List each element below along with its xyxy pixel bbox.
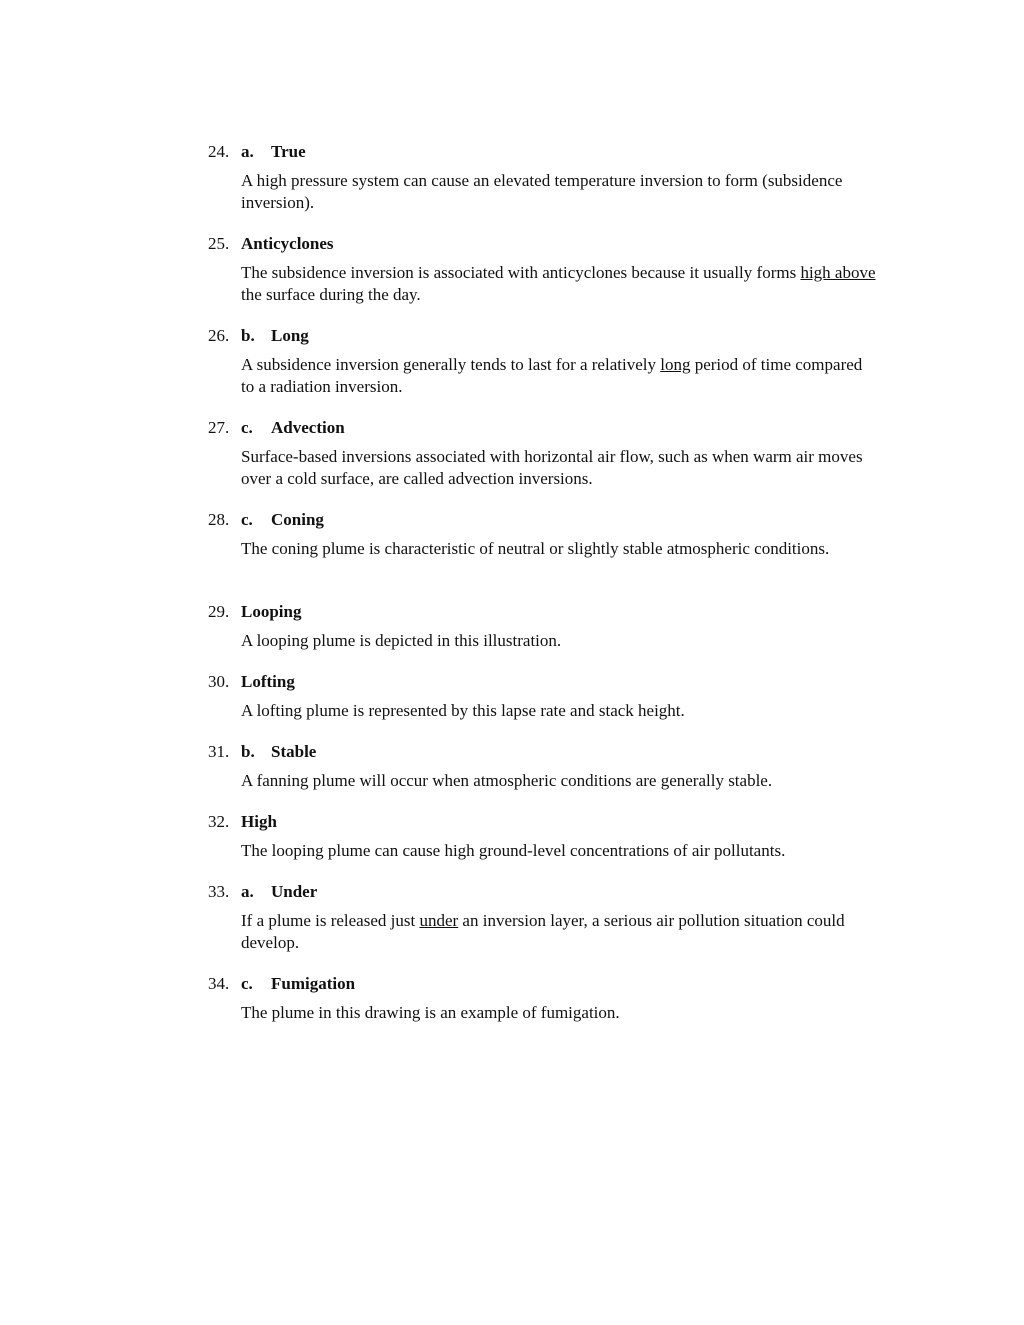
answer-item: [208, 881, 888, 954]
choice-letter: c.: [241, 974, 253, 993]
explanation-text: period of time compared to a radiation inversion.: [241, 355, 863, 396]
question-number: 24.: [208, 142, 230, 161]
answer-item: [208, 141, 888, 214]
question-number: 30.: [208, 672, 230, 691]
answer-item: [208, 509, 888, 560]
explanation-text: The plume in this drawing is an example of fumigation.: [241, 1003, 620, 1022]
answer-heading: [208, 741, 888, 763]
explanation-text: The looping plume can cause high ground-level concentrations of air pollutants.: [241, 841, 786, 860]
explanation-text: A fanning plume will occur when atmospheric conditions are generally stable.: [241, 771, 773, 790]
emphasized-text: high above: [800, 263, 876, 282]
choice-letter: a.: [241, 142, 254, 161]
explanation-text: the surface during the day.: [241, 285, 421, 304]
answer-heading: [208, 325, 888, 347]
answer-explanation: [241, 700, 876, 722]
answer-explanation: [241, 354, 876, 398]
explanation-text: A looping plume is depicted in this illustration.: [241, 631, 562, 650]
question-number: 34.: [208, 974, 230, 993]
explanation-text: A lofting plume is represented by this lapse rate and stack height.: [241, 701, 685, 720]
choice-letter: b.: [241, 326, 255, 345]
answer-explanation: [241, 538, 876, 560]
choice-letter: c.: [241, 418, 253, 437]
explanation-text: The subsidence inversion is associated with anticyclones because it usually forms: [241, 263, 801, 282]
answer-term: Looping: [241, 602, 302, 621]
question-number: 32.: [208, 812, 230, 831]
answer-item: [208, 417, 888, 490]
choice-letter: a.: [241, 882, 254, 901]
choice-letter: c.: [241, 510, 253, 529]
answer-item: [208, 973, 888, 1024]
explanation-text: A high pressure system can cause an elevated temperature inversion to form (subsidence inversion).: [241, 171, 843, 212]
question-number: 29.: [208, 602, 230, 621]
answer-term: Stable: [271, 742, 317, 761]
question-number: 33.: [208, 882, 230, 901]
question-number: 28.: [208, 510, 230, 529]
answer-explanation: [241, 910, 876, 954]
answer-item: [208, 325, 888, 398]
answer-heading: [208, 881, 888, 903]
explanation-text: A subsidence inversion generally tends to last for a relatively: [241, 355, 661, 374]
question-number: 25.: [208, 234, 230, 253]
question-number: 31.: [208, 742, 230, 761]
answer-heading: [208, 973, 888, 995]
choice-letter: b.: [241, 742, 255, 761]
answer-term: Fumigation: [271, 974, 356, 993]
answer-heading: [208, 417, 888, 439]
answer-term: Anticyclones: [241, 234, 334, 253]
emphasized-text: long: [660, 355, 691, 374]
answer-heading: [208, 811, 888, 833]
answer-item: [208, 811, 888, 862]
question-number: 26.: [208, 326, 230, 345]
explanation-text: an inversion layer, a serious air pollution situation could develop.: [241, 911, 845, 952]
explanation-text: If a plume is released just: [241, 911, 420, 930]
answer-term: Long: [271, 326, 309, 345]
answer-term: Advection: [271, 418, 345, 437]
question-number: 27.: [208, 418, 230, 437]
explanation-text: Surface-based inversions associated with horizontal air flow, such as when warm air moves over a cold surface, are called advection inversions.: [241, 447, 863, 488]
answer-heading: [208, 141, 888, 163]
answer-explanation: [241, 262, 876, 306]
explanation-text: The coning plume is characteristic of neutral or slightly stable atmospheric conditions.: [241, 539, 830, 558]
answer-item: [208, 601, 888, 652]
answer-explanation: [241, 446, 876, 490]
answer-heading: [208, 671, 888, 693]
answer-explanation: [241, 170, 876, 214]
answer-item: [208, 671, 888, 722]
answer-heading: [208, 601, 888, 623]
answer-heading: [208, 509, 888, 531]
answer-term: High: [241, 812, 277, 831]
answer-term: Lofting: [241, 672, 295, 691]
answer-explanation: [241, 840, 876, 862]
answer-explanation: [241, 770, 876, 792]
answer-explanation: [241, 630, 876, 652]
answer-item: [208, 233, 888, 306]
answer-item: [208, 741, 888, 792]
emphasized-text: under: [419, 911, 459, 930]
answer-explanation: [241, 1002, 876, 1024]
answer-term: Coning: [271, 510, 324, 529]
answer-term: True: [271, 142, 306, 161]
answer-heading: [208, 233, 888, 255]
answer-term: Under: [271, 882, 318, 901]
